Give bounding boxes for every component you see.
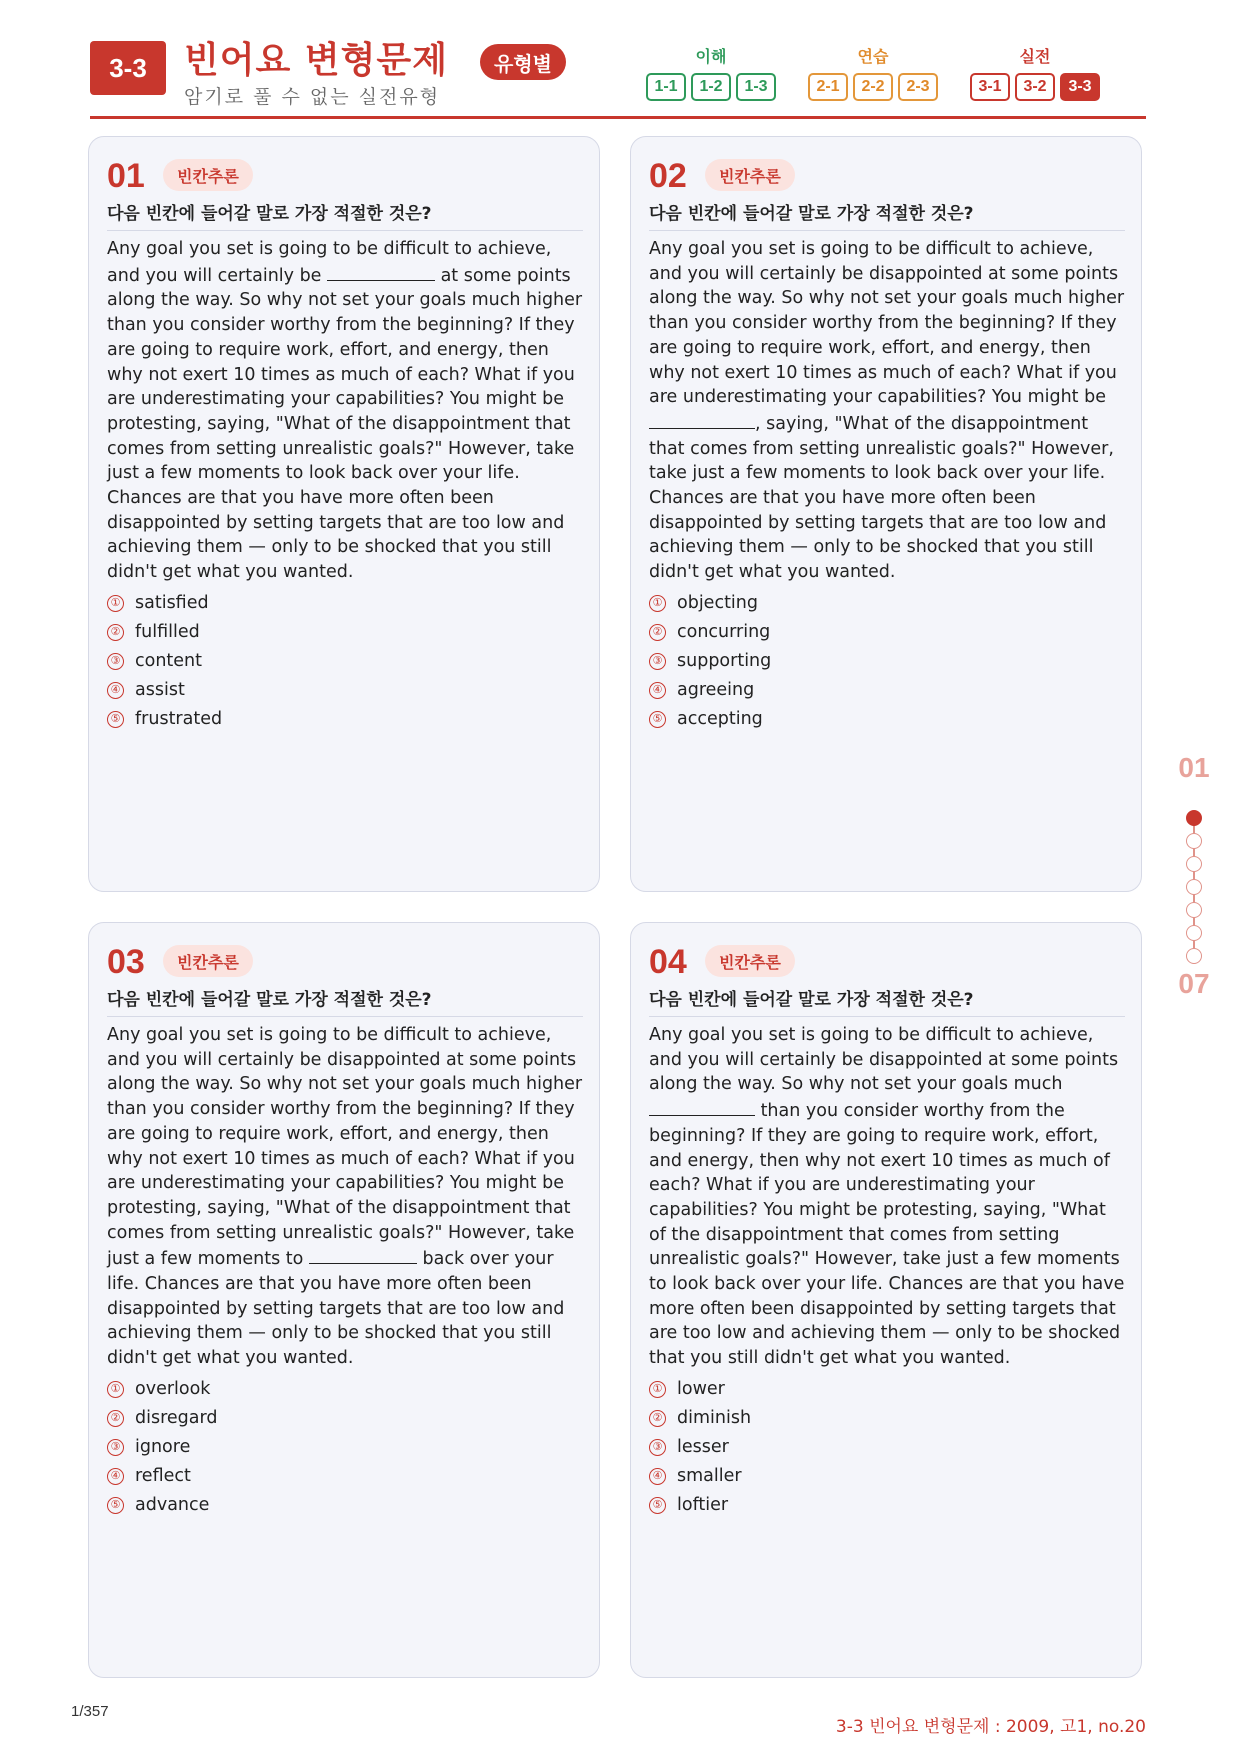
question-passage bbox=[649, 237, 1125, 585]
answer-blank bbox=[327, 262, 435, 281]
answer-option[interactable] bbox=[107, 1433, 583, 1462]
answer-option[interactable] bbox=[649, 1491, 1125, 1520]
option-text: advance bbox=[135, 1495, 210, 1515]
page-nav-dot-5[interactable] bbox=[1186, 902, 1202, 918]
option-marker: ② bbox=[107, 624, 124, 641]
header-divider bbox=[90, 116, 1146, 119]
level-button-1-3[interactable]: 1-3 bbox=[736, 73, 776, 101]
question-type-tag: 빈칸추론 bbox=[163, 945, 253, 977]
option-text: loftier bbox=[677, 1495, 729, 1515]
answer-option[interactable] bbox=[107, 705, 583, 734]
answer-option[interactable] bbox=[107, 589, 583, 618]
level-group-practice bbox=[808, 44, 938, 101]
passage-text: , saying, "What of the disappointment that comes from setting unrealistic goals?" However, take just a few moments to look back over your life. Chances are that you have more often been disappointed by setting targets that are too low and achieving them — only to be shocked that you still didn't get what you wanted. bbox=[649, 413, 1114, 583]
option-text: agreeing bbox=[677, 680, 755, 700]
answer-blank bbox=[649, 410, 755, 429]
option-marker: ② bbox=[649, 624, 666, 641]
question-passage bbox=[649, 1023, 1125, 1371]
option-marker: ⑤ bbox=[107, 711, 124, 728]
level-button-2-3[interactable]: 2-3 bbox=[898, 73, 938, 101]
option-text: smaller bbox=[677, 1466, 742, 1486]
source-reference: 3-3 빈어요 변형문제 : 2009, 고1, no.20 bbox=[835, 1717, 1146, 1737]
level-label: 연습 bbox=[857, 47, 889, 66]
question-number: 04 bbox=[649, 943, 687, 981]
question-type-tag: 빈칸추론 bbox=[163, 159, 253, 191]
question-prompt: 다음 빈칸에 들어갈 말로 가장 적절한 것은? bbox=[649, 199, 1125, 231]
question-prompt: 다음 빈칸에 들어갈 말로 가장 적절한 것은? bbox=[107, 199, 583, 231]
option-text: disregard bbox=[135, 1408, 218, 1428]
level-group-understanding bbox=[646, 44, 776, 101]
question-card-02 bbox=[630, 136, 1142, 892]
page-subtitle: 암기로 풀 수 없는 실전유형 bbox=[184, 86, 441, 108]
answer-option[interactable] bbox=[649, 1404, 1125, 1433]
passage-text: back over your life. Chances are that you have more often been disappointed by setting targets that are too low and achieving them — only to be shocked that you still didn't get what you wanted. bbox=[107, 1249, 565, 1369]
level-button-3-2[interactable]: 3-2 bbox=[1015, 73, 1055, 101]
option-marker: ⑤ bbox=[649, 1497, 666, 1514]
level-button-1-1[interactable]: 1-1 bbox=[646, 73, 686, 101]
level-label: 실전 bbox=[1019, 47, 1051, 66]
question-passage bbox=[107, 237, 583, 585]
answer-option[interactable] bbox=[649, 618, 1125, 647]
answer-options bbox=[649, 1375, 1125, 1520]
answer-option[interactable] bbox=[107, 647, 583, 676]
page-nav-end: 07 bbox=[1178, 968, 1210, 999]
question-number: 01 bbox=[107, 157, 145, 195]
question-card-01 bbox=[88, 136, 600, 892]
option-text: frustrated bbox=[135, 709, 223, 729]
option-text: diminish bbox=[677, 1408, 752, 1428]
page-nav-dot-7[interactable] bbox=[1186, 948, 1202, 964]
page-nav-dot-1[interactable] bbox=[1186, 810, 1202, 826]
option-text: content bbox=[135, 651, 203, 671]
option-text: reflect bbox=[135, 1466, 191, 1486]
option-marker: ① bbox=[107, 595, 124, 612]
page-counter: 1/357 bbox=[71, 1703, 109, 1720]
option-text: ignore bbox=[135, 1437, 191, 1457]
answer-option[interactable] bbox=[649, 1433, 1125, 1462]
option-marker: ② bbox=[107, 1410, 124, 1427]
answer-option[interactable] bbox=[107, 618, 583, 647]
answer-option[interactable] bbox=[107, 1404, 583, 1433]
page-nav-dot-6[interactable] bbox=[1186, 925, 1202, 941]
answer-option[interactable] bbox=[107, 1462, 583, 1491]
option-text: objecting bbox=[677, 593, 758, 613]
answer-blank bbox=[649, 1097, 755, 1116]
option-marker: ③ bbox=[107, 1439, 124, 1456]
option-text: lower bbox=[677, 1379, 725, 1399]
question-type-tag: 빈칸추론 bbox=[705, 159, 795, 191]
page-nav-dot-3[interactable] bbox=[1186, 856, 1202, 872]
passage-text: at some points along the way. So why not set your goals much higher than you consider worthy from the beginning? If they are going to require work, effort, and energy, then why not exert 10 times as much of each? What if you are underestimating your capabilities? You might be protesting, saying, "What of the disappointment that comes from setting unrealistic goals?" However, take just a few moments to look back over your life. Chances are that you have more often been disappointed by setting targets that are too low and achieving them — only to be shocked that you still didn't get what you wanted. bbox=[107, 265, 583, 583]
answer-option[interactable] bbox=[649, 1462, 1125, 1491]
section-badge: 3-3 bbox=[90, 41, 166, 95]
answer-option[interactable] bbox=[649, 589, 1125, 618]
answer-option[interactable] bbox=[649, 676, 1125, 705]
passage-text: than you consider worthy from the beginning? If they are going to require work, effort, and energy, then why not exert 10 times as much of each? What if you are underestimating your capabilities? You might be protesting, saying, "What of the disappointment that comes from setting unrealistic goals?" However, take just a few moments to look back over your life. Chances are that you have more often been disappointed by setting targets that are too low and achieving them — only to be shocked that you still didn't get what you wanted. bbox=[649, 1101, 1125, 1369]
option-marker: ① bbox=[649, 1381, 666, 1398]
page-nav-start: 01 bbox=[1178, 752, 1210, 783]
option-marker: ① bbox=[649, 595, 666, 612]
answer-option[interactable] bbox=[649, 647, 1125, 676]
level-group-actual bbox=[970, 44, 1100, 101]
option-text: overlook bbox=[135, 1379, 211, 1399]
page-nav-dot-2[interactable] bbox=[1186, 833, 1202, 849]
level-button-3-1[interactable]: 3-1 bbox=[970, 73, 1010, 101]
question-prompt: 다음 빈칸에 들어갈 말로 가장 적절한 것은? bbox=[649, 985, 1125, 1017]
answer-blank bbox=[309, 1245, 417, 1264]
page-title: 빈어요 변형문제 bbox=[184, 40, 448, 81]
option-marker: ④ bbox=[649, 1468, 666, 1485]
option-marker: ⑤ bbox=[649, 711, 666, 728]
option-marker: ③ bbox=[107, 653, 124, 670]
type-pill: 유형별 bbox=[480, 44, 566, 80]
option-marker: ④ bbox=[107, 1468, 124, 1485]
question-type-tag: 빈칸추론 bbox=[705, 945, 795, 977]
level-button-2-1[interactable]: 2-1 bbox=[808, 73, 848, 101]
question-number: 02 bbox=[649, 157, 687, 195]
option-marker: ④ bbox=[649, 682, 666, 699]
passage-text: Any goal you set is going to be difficult to achieve, and you will certainly be disappointed at some points along the way. So why not set your goals much higher than you consider worthy from the beginning? If they are going to require work, effort, and energy, then why not exert 10 times as much of each? What if you are underestimating your capabilities? You might be protesting, saying, "What of the disappointment that comes from setting unrealistic goals?" However, take just a few moments to bbox=[107, 1025, 583, 1270]
option-marker: ⑤ bbox=[107, 1497, 124, 1514]
question-card-04 bbox=[630, 922, 1142, 1678]
question-number: 03 bbox=[107, 943, 145, 981]
option-marker: ③ bbox=[649, 1439, 666, 1456]
answer-option[interactable] bbox=[649, 1375, 1125, 1404]
option-marker: ④ bbox=[107, 682, 124, 699]
passage-text: Any goal you set is going to be difficult to achieve, and you will certainly be bbox=[107, 239, 552, 286]
level-button-1-2[interactable]: 1-2 bbox=[691, 73, 731, 101]
option-text: supporting bbox=[677, 651, 772, 671]
option-text: assist bbox=[135, 680, 185, 700]
answer-options bbox=[649, 589, 1125, 734]
passage-text: Any goal you set is going to be difficult to achieve, and you will certainly be disappointed at some points along the way. So why not set your goals much bbox=[649, 1025, 1119, 1095]
option-text: lesser bbox=[677, 1437, 729, 1457]
question-passage bbox=[107, 1023, 583, 1371]
question-card-03 bbox=[88, 922, 600, 1678]
option-text: concurring bbox=[677, 622, 771, 642]
page-nav-dot-4[interactable] bbox=[1186, 879, 1202, 895]
answer-option[interactable] bbox=[107, 1375, 583, 1404]
option-text: satisfied bbox=[135, 593, 209, 613]
option-marker: ① bbox=[107, 1381, 124, 1398]
option-marker: ③ bbox=[649, 653, 666, 670]
answer-option[interactable] bbox=[107, 1491, 583, 1520]
answer-option[interactable] bbox=[107, 676, 583, 705]
level-label: 이해 bbox=[695, 47, 727, 66]
option-text: fulfilled bbox=[135, 622, 200, 642]
answer-option[interactable] bbox=[649, 705, 1125, 734]
question-prompt: 다음 빈칸에 들어갈 말로 가장 적절한 것은? bbox=[107, 985, 583, 1017]
answer-options bbox=[107, 1375, 583, 1520]
option-text: accepting bbox=[677, 709, 763, 729]
level-button-3-3[interactable]: 3-3 bbox=[1060, 73, 1100, 101]
level-button-2-2[interactable]: 2-2 bbox=[853, 73, 893, 101]
passage-text: Any goal you set is going to be difficult to achieve, and you will certainly be disappointed at some points along the way. So why not set your goals much higher than you consider worthy from the beginning? If they are going to require work, effort, and energy, then why not exert 10 times as much of each? What if you are underestimating your capabilities? You might be bbox=[649, 239, 1125, 408]
answer-options bbox=[107, 589, 583, 734]
option-marker: ② bbox=[649, 1410, 666, 1427]
